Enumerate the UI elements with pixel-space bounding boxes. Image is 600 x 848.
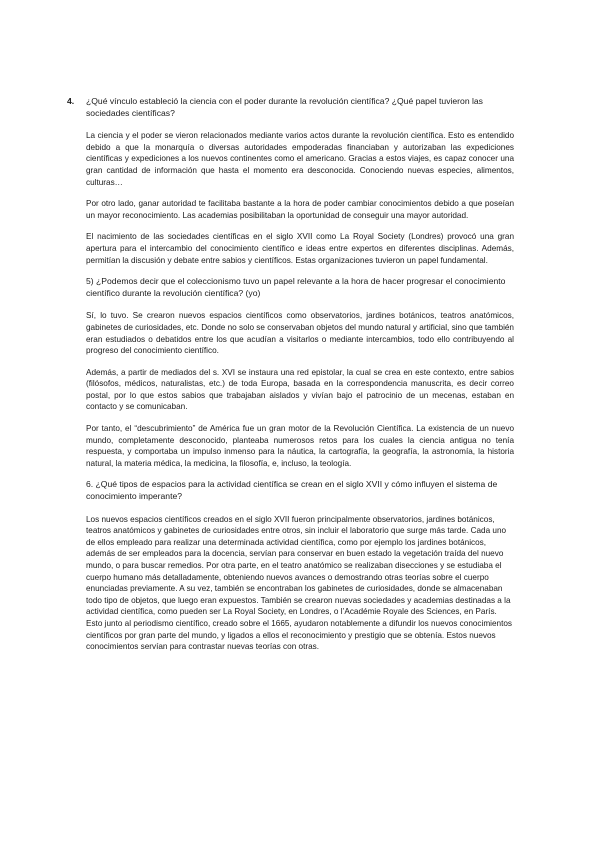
answer-4-paragraph-2: Por otro lado, ganar autoridad te facilitaba bastante a la hora de poder cambiar conocimientos debido a que poseían un mayor reconocimiento. Las academias posibilitaban la oportunidad de conseguir una mayor autoridad. xyxy=(86,199,514,220)
answer-5-paragraph-2: Además, a partir de mediados del s. XVI se instaura una red epistolar, la cual se crea en este contexto, entre sabios (filósofos, médicos, naturalistas, etc.) de toda Europa, basada en la correspondencia manuscrita, es decir correo postal, por lo que estos sabios que trabajaban aislados y vivían bajo el patrocinio de un mecenas, estaban en contacto y se comunicaban. xyxy=(86,367,514,412)
document-body xyxy=(67,96,514,663)
question-6-text: 6. ¿Qué tipos de espacios para la actividad científica se crean en el siglo XVII y cómo influyen el sistema de conocimiento imperante? xyxy=(86,479,498,502)
question-4-block xyxy=(67,96,514,119)
question-4-number: 4. xyxy=(67,96,75,106)
answer-5-paragraph-1: Sí, lo tuvo. Se crearon nuevos espacios científicos como observatorios, jardines botánicos, teatros anatómicos, gabinetes de curiosidades, etc. Donde no solo se conservaban objetos del mundo natural y artificial, sino que también eran estudiados o debatidos entre los que acudían a visitarlos o mediante intercambios, todo ello contribuyendo al progreso del conocimiento científico. xyxy=(86,311,514,356)
answer-4-paragraph-1: La ciencia y el poder se vieron relacionados mediante varios actos durante la revolución científica. Esto es entendido debido a que la monarquía o diversas autoridades empoderadas financiaban y autorizaban las expediciones científicas y expediciones a los nuevos continentes como el americano. Gracias a estos viajes, es capaz conocer una gran cantidad de información que hasta el momento era desconocida. Conociendo nuevas especies, alimentos, culturas… xyxy=(86,131,514,187)
answer-6-paragraph-1: Los nuevos espacios científicos creados en el siglo XVII fueron principalmente observatorios, jardines botánicos, teatros anatómicos y gabinetes de curiosidades entre otros, sin incluir el laboratorio que surge más tarde. Cada uno de ellos empleado para realizar una determinada actividad científica, como por ejemplo los jardines botánicos, además de ser empleados para la docencia, servían para conservar en buen estado la vegetación traída del nuevo mundo, o para buscar remedios. Por otra parte, en el teatro anatómico se realizaban disecciones y se estudiaba el cuerpo humano más detalladamente, obteniendo nuevos avances o demostrando otras teorías sobre el cuerpo enunciadas previamente. A su vez, también se encontraban los gabinetes de curiosidades, donde se almacenaban todo tipo de objetos, que luego eran expuestos. También se crearon nuevas sociedades y academias destinadas a la actividad científica, como pueden ser La Royal Society, en Londres, o l’Académie Royale des Sciences, en París. Esto junto al periodismo científico, creado sobre el 1665, ayudaron notablemente a difundir los nuevos conocimientos científicos por gran parte del mundo, y ligados a ellos el reconocimiento y prestigio que se obtenía. Estos nuevos conocimientos servían para contrastar nuevas teorías con otras. xyxy=(86,514,513,652)
question-5-text: 5) ¿Podemos decir que el coleccionismo tuvo un papel relevante a la hora de hacer progresar el conocimiento científico durante la revolución científica? (yo) xyxy=(86,276,506,298)
answer-4-paragraph-3: El nacimiento de las sociedades científicas en el siglo XVII como La Royal Society (Londres) provocó una gran apertura para el intercambio del conocimiento científico e ideas entre expertos en diferentes disciplinas. Además, permitían la discusión y debate entre sabios y científicos. Estas organizaciones tuvieron un papel fundamental. xyxy=(86,232,514,265)
question-4-text: ¿Qué vínculo estableció la ciencia con el poder durante la revolución científica? ¿Qué papel tuvieron las sociedades científicas? xyxy=(86,96,483,118)
answer-5-paragraph-3: Por tanto, el “descubrimiento” de América fue un gran motor de la Revolución Científica. La existencia de un nuevo mundo, completamente desconocido, planteaba numerosos retos para los cuales la ciencia antigua no tenía respuesta, y comportaba un impulso inmenso para la náutica, la cartografía, la geografía, la astronomía, la historia natural, la materia médica, la medicina, la filosofía, e, incluso, la teología. xyxy=(86,424,514,468)
